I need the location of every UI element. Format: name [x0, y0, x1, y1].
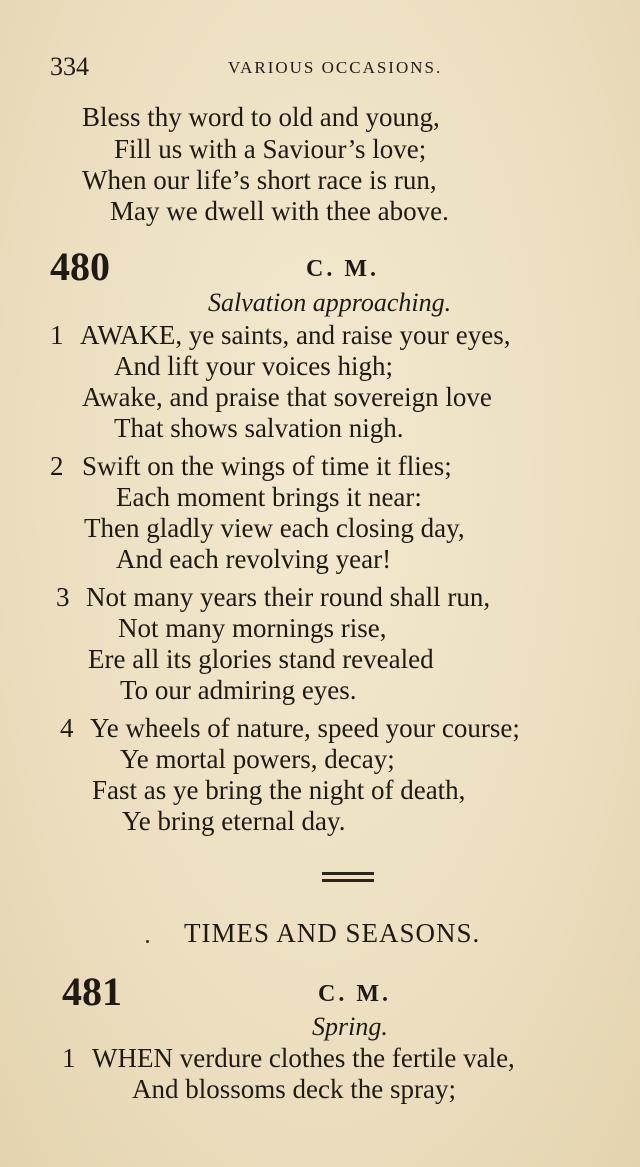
- verse-line: Ye mortal powers, decay;: [120, 744, 395, 774]
- verse-line: Not many years their round shall run,: [86, 582, 491, 612]
- verse-line: Fill us with a Saviour’s love;: [114, 134, 427, 164]
- verse-line: And blossoms deck the spray;: [132, 1074, 456, 1104]
- stanza-number: 2: [50, 451, 64, 481]
- hymn-meter: C. M.: [318, 981, 391, 1007]
- stanza-number: 1: [50, 320, 64, 350]
- verse-line: When our life’s short race is run,: [82, 165, 437, 195]
- verse-line: And each revolving year!: [116, 544, 392, 574]
- hymn-subtitle: Spring.: [312, 1012, 388, 1041]
- verse-line: Swift on the wings of time it flies;: [82, 451, 452, 481]
- verse-line: Ye wheels of nature, speed your course;: [90, 713, 520, 743]
- verse-line: WHEN verdure clothes the fertile vale,: [92, 1043, 515, 1073]
- verse-line: AWAKE, ye saints, and raise your eyes,: [80, 320, 511, 350]
- separator-rule: [322, 879, 374, 882]
- verse-line: Each moment brings it near:: [116, 482, 422, 512]
- running-title: VARIOUS OCCASIONS.: [228, 58, 443, 77]
- verse-line: Ere all its glories stand revealed: [88, 644, 434, 674]
- hymn-meter: C. M.: [306, 256, 379, 282]
- verse-line: Bless thy word to old and young,: [82, 102, 440, 132]
- hymn-number: 481: [62, 969, 122, 1014]
- stanza-number: 1: [62, 1043, 76, 1073]
- stanza-number: 3: [56, 582, 70, 612]
- verse-line: Then gladly view each closing day,: [84, 513, 465, 543]
- verse-line: Awake, and praise that sovereign love: [82, 382, 492, 412]
- verse-line: To our admiring eyes.: [120, 675, 357, 705]
- page-number: 334: [50, 52, 89, 81]
- separator-rule: [322, 872, 374, 875]
- verse-line: Not many mornings rise,: [118, 613, 387, 643]
- verse-line: Ye bring eternal day.: [122, 806, 346, 836]
- verse-line: May we dwell with thee above.: [110, 196, 449, 226]
- hymn-subtitle: Salvation approaching.: [208, 288, 452, 317]
- printer-mark: [146, 940, 149, 943]
- hymn-number: 480: [50, 244, 110, 289]
- stanza-number: 4: [60, 713, 74, 743]
- section-title: TIMES AND SEASONS.: [184, 918, 481, 948]
- verse-line: That shows salvation nigh.: [114, 413, 404, 443]
- verse-line: Fast as ye bring the night of death,: [92, 775, 466, 805]
- verse-line: And lift your voices high;: [114, 351, 393, 381]
